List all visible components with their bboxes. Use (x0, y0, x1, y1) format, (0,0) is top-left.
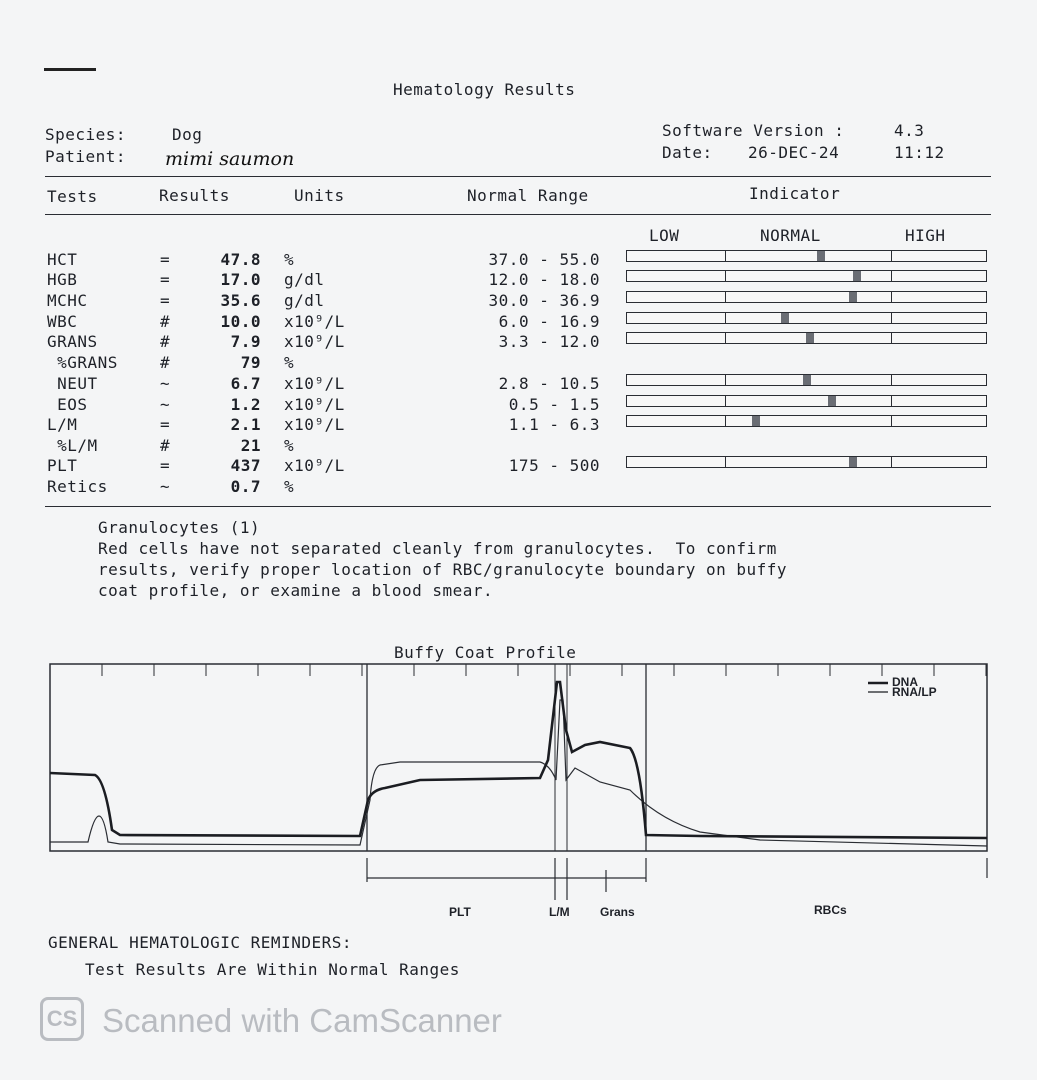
camscanner-watermark: Scanned with CamScanner (102, 1002, 502, 1039)
row-result: 7.9 (230, 332, 261, 351)
note-line-3: coat profile, or examine a blood smear. (98, 581, 494, 600)
row-result: 2.1 (230, 415, 261, 434)
legend-dna-label: DNA (892, 675, 918, 689)
row-flag: = (160, 250, 171, 269)
row-normal-range: 12.0 - 18.0 (488, 270, 600, 289)
col-tests: Tests (47, 187, 98, 206)
row-result: 21 (240, 436, 261, 455)
row-unit: % (284, 436, 295, 455)
patient-name: mimi saumon (165, 148, 295, 170)
indicator-high-label: HIGH (905, 226, 946, 245)
row-flag: = (160, 270, 171, 289)
chart-frame (50, 664, 987, 851)
row-test-name: WBC (47, 312, 78, 331)
row-result: 10.0 (220, 312, 261, 331)
species-value: Dog (172, 125, 203, 144)
row-unit: % (284, 477, 295, 496)
reminders-text: Test Results Are Within Normal Ranges (85, 960, 460, 979)
row-test-name: %L/M (47, 436, 98, 455)
row-test-name: L/M (47, 415, 78, 434)
row-test-name: PLT (47, 456, 78, 475)
date-value: 26-DEC-24 (748, 143, 840, 162)
software-version: 4.3 (894, 121, 925, 140)
camscanner-logo-icon: CS (40, 997, 84, 1041)
patient-label: Patient: (45, 147, 127, 166)
row-result: 79 (240, 353, 261, 372)
row-normal-range: 2.8 - 10.5 (498, 374, 600, 393)
chart-title: Buffy Coat Profile (394, 643, 577, 662)
row-normal-range: 37.0 - 55.0 (488, 250, 600, 269)
row-normal-range: 0.5 - 1.5 (508, 395, 600, 414)
series-rna-lp-line (50, 700, 987, 846)
reminders-heading: GENERAL HEMATOLOGIC REMINDERS: (48, 933, 352, 952)
time-value: 11:12 (894, 143, 945, 162)
col-normal-range: Normal Range (467, 186, 589, 205)
row-test-name: %GRANS (47, 353, 118, 372)
row-normal-range: 175 - 500 (508, 456, 600, 475)
row-flag: # (160, 332, 171, 351)
region-label-grans: Grans (600, 905, 635, 919)
row-flag: ~ (160, 374, 171, 393)
row-test-name: EOS (47, 395, 88, 414)
region-label-plt: PLT (449, 905, 471, 919)
species-label: Species: (45, 125, 127, 144)
row-test-name: GRANS (47, 332, 98, 351)
col-results: Results (159, 186, 230, 205)
row-result: 47.8 (220, 250, 261, 269)
row-flag: # (160, 353, 171, 372)
row-test-name: HCT (47, 250, 78, 269)
row-test-name: NEUT (47, 374, 98, 393)
row-result: 35.6 (220, 291, 261, 310)
col-indicator: Indicator (749, 184, 841, 203)
row-flag: # (160, 436, 171, 455)
row-unit: x10⁹/L (284, 395, 345, 414)
row-normal-range: 6.0 - 16.9 (498, 312, 600, 331)
row-test-name: MCHC (47, 291, 88, 310)
row-unit: g/dl (284, 291, 325, 310)
series-dna-line (50, 682, 987, 838)
report-title: Hematology Results (393, 80, 576, 99)
row-result: 17.0 (220, 270, 261, 289)
row-test-name: Retics (47, 477, 108, 496)
row-unit: % (284, 250, 295, 269)
region-label-rbcs: RBCs (814, 903, 847, 917)
row-result: 1.2 (230, 395, 261, 414)
row-flag: = (160, 415, 171, 434)
chart-ticks (50, 664, 986, 676)
row-unit: x10⁹/L (284, 456, 345, 475)
legend-rna-label: RNA/LP (892, 685, 937, 699)
col-units: Units (294, 186, 345, 205)
indicator-normal-label: NORMAL (760, 226, 821, 245)
row-normal-range: 3.3 - 12.0 (498, 332, 600, 351)
row-flag: = (160, 456, 171, 475)
note-line-2: results, verify proper location of RBC/granulocyte boundary on buffy (98, 560, 788, 579)
row-unit: % (284, 353, 295, 372)
row-unit: g/dl (284, 270, 325, 289)
row-test-name: HGB (47, 270, 78, 289)
row-result: 6.7 (230, 374, 261, 393)
note-heading: Granulocytes (1) (98, 518, 261, 537)
row-unit: x10⁹/L (284, 415, 345, 434)
row-normal-range: 30.0 - 36.9 (488, 291, 600, 310)
row-result: 0.7 (230, 477, 261, 496)
row-unit: x10⁹/L (284, 312, 345, 331)
row-flag: # (160, 312, 171, 331)
row-flag: ~ (160, 395, 171, 414)
region-label-lm: L/M (549, 905, 570, 919)
row-unit: x10⁹/L (284, 332, 345, 351)
software-label: Software Version : (662, 121, 845, 140)
row-result: 437 (230, 456, 261, 475)
note-line-1: Red cells have not separated cleanly from granulocytes. To confirm (98, 539, 777, 558)
row-flag: ~ (160, 477, 171, 496)
row-unit: x10⁹/L (284, 374, 345, 393)
indicator-low-label: LOW (649, 226, 680, 245)
date-label: Date: (662, 143, 713, 162)
row-flag: = (160, 291, 171, 310)
row-normal-range: 1.1 - 6.3 (508, 415, 600, 434)
